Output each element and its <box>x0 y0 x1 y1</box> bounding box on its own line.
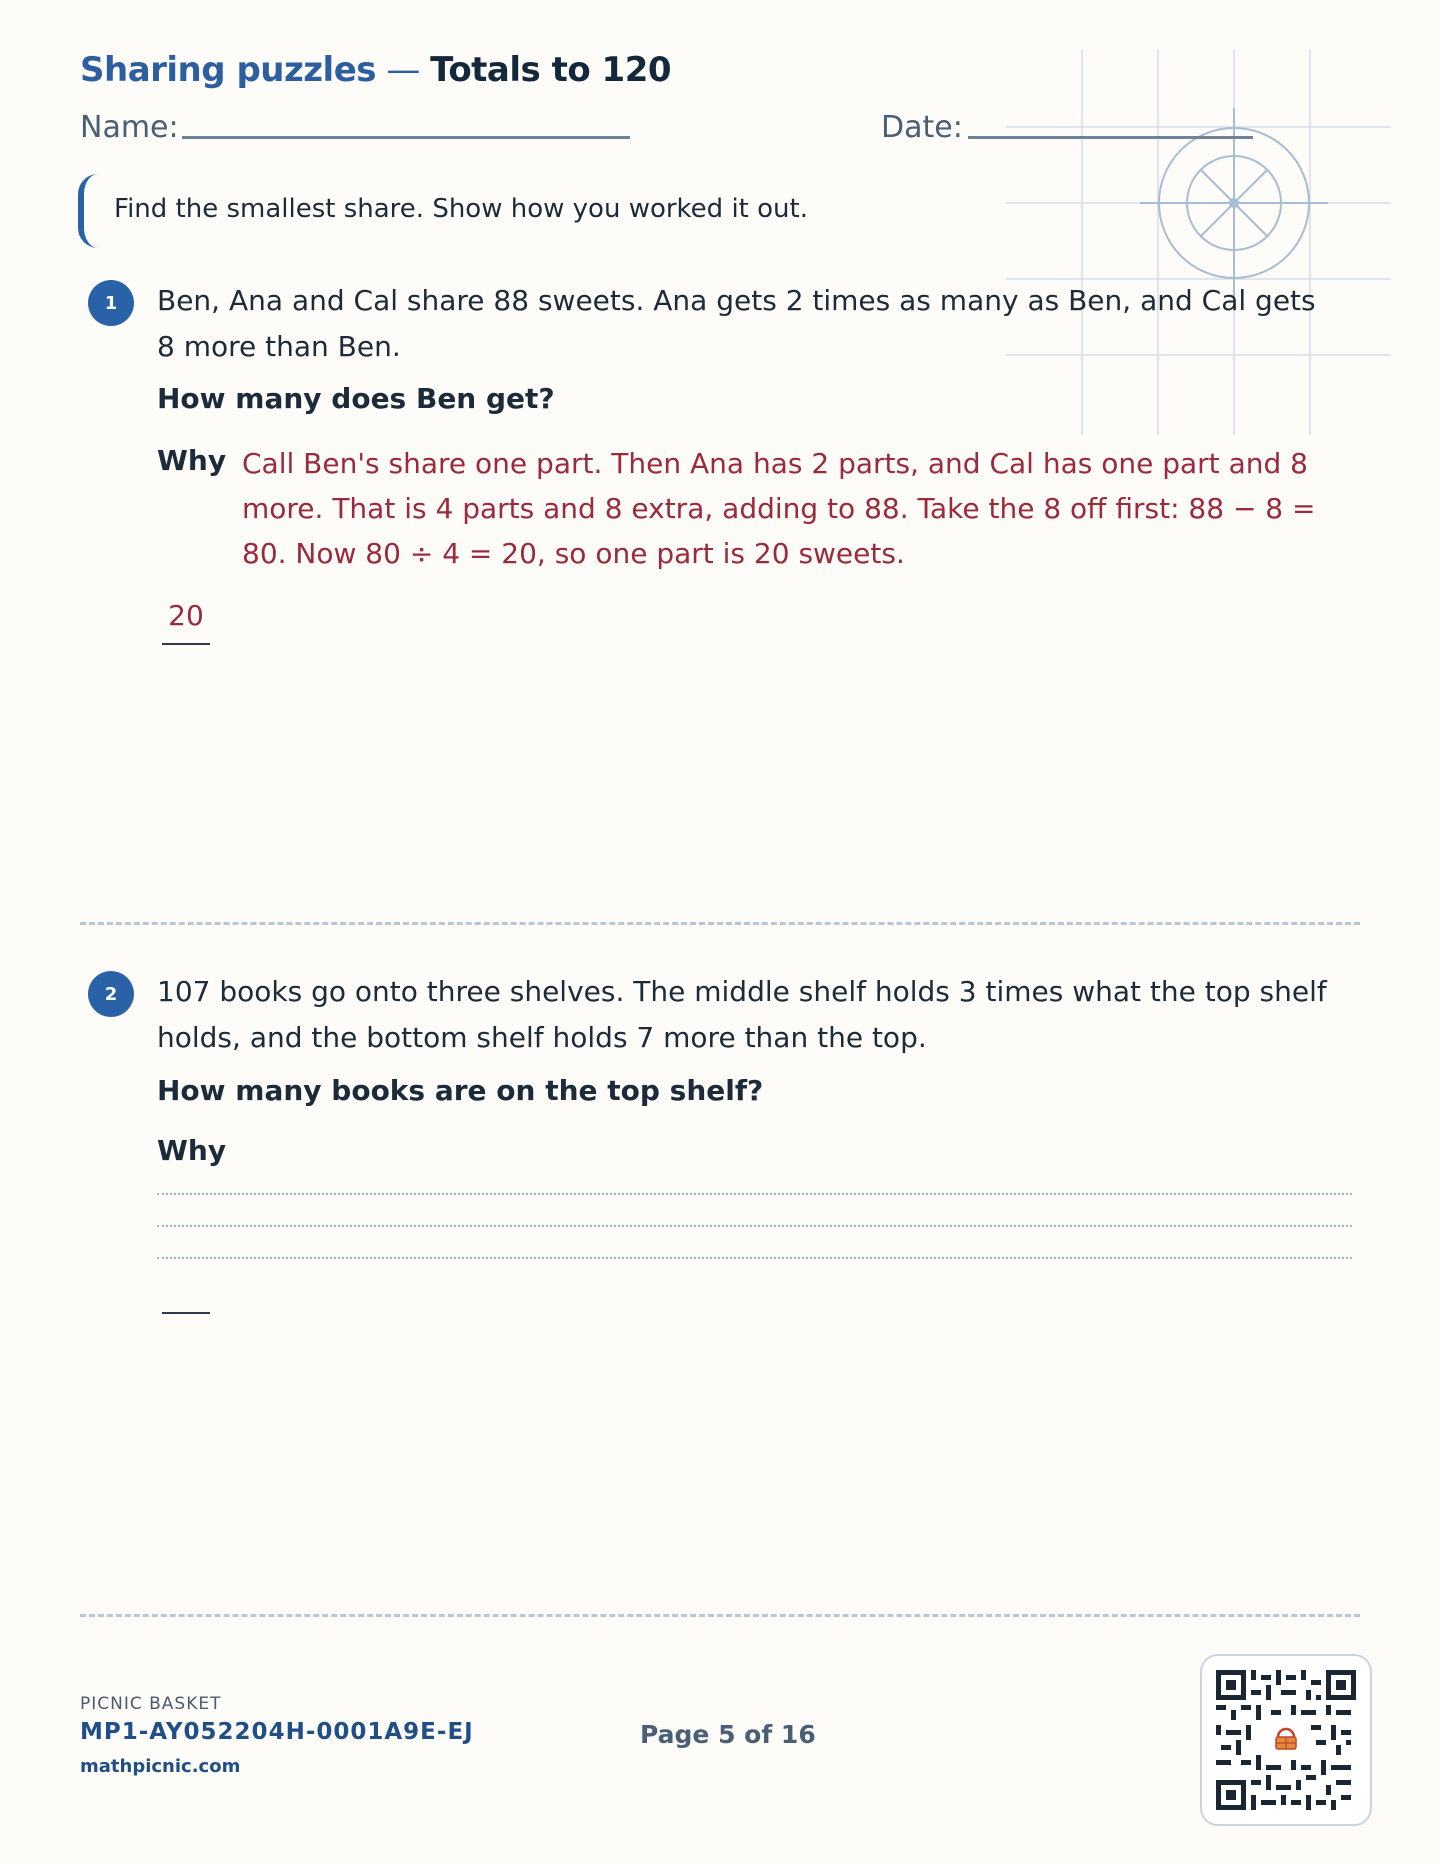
qr-code-card[interactable] <box>1200 1654 1372 1826</box>
worksheet-code: MP1-AY052204H-0001A9E-EJ <box>80 1719 474 1745</box>
qr-code-icon <box>1216 1670 1356 1810</box>
name-label: Name: <box>80 110 179 145</box>
writing-line[interactable] <box>157 1193 1352 1195</box>
page-title <box>80 50 671 90</box>
name-field[interactable] <box>182 136 630 139</box>
title-topic: Sharing puzzles <box>80 50 377 90</box>
page-number: Page 5 of 16 <box>640 1720 816 1749</box>
title-subtitle: Totals to 120 <box>430 50 672 90</box>
site-link[interactable]: mathpicnic.com <box>80 1756 241 1777</box>
why-label: Why <box>157 444 227 477</box>
question-text: 107 books go onto three shelves. The middle shelf holds 3 times what the top shelf holds, and the bottom shelf holds 7 more than the top. <box>157 975 1327 1054</box>
answer-line <box>162 643 210 645</box>
why-explanation: Call Ben's share one part. Then Ana has 2 parts, and Cal has one part and 8 more. That is 4 parts and 8 extra, adding to 88. Take the 8 off first: 88 − 8 = 80. Now 80 ÷ 4 = 20, so one part is 20 sweets. <box>242 447 1316 570</box>
date-label: Date: <box>881 110 963 145</box>
answer-value[interactable]: 20 <box>168 599 204 632</box>
section-divider <box>80 922 1360 925</box>
question-ask: How many does Ben get? <box>157 382 555 415</box>
answer-line <box>162 1312 210 1314</box>
date-field[interactable] <box>968 136 1253 139</box>
brand-name: PICNIC BASKET <box>80 1694 222 1714</box>
target-crosshair-icon <box>1000 50 1390 435</box>
why-label: Why <box>157 1134 227 1167</box>
picnic-basket-icon <box>1271 1725 1301 1755</box>
writing-line[interactable] <box>157 1225 1352 1227</box>
footer-divider <box>80 1614 1360 1617</box>
title-separator: — <box>376 50 431 90</box>
question-number-badge: 1 <box>88 280 134 326</box>
instruction-text: Find the smallest share. Show how you worked it out. <box>114 194 808 224</box>
writing-line[interactable] <box>157 1257 1352 1259</box>
instruction-callout <box>78 174 824 248</box>
question-number-badge: 2 <box>88 971 134 1017</box>
question-text: Ben, Ana and Cal share 88 sweets. Ana gets 2 times as many as Ben, and Cal gets 8 more than Ben. <box>157 284 1316 363</box>
question-ask: How many books are on the top shelf? <box>157 1074 764 1107</box>
